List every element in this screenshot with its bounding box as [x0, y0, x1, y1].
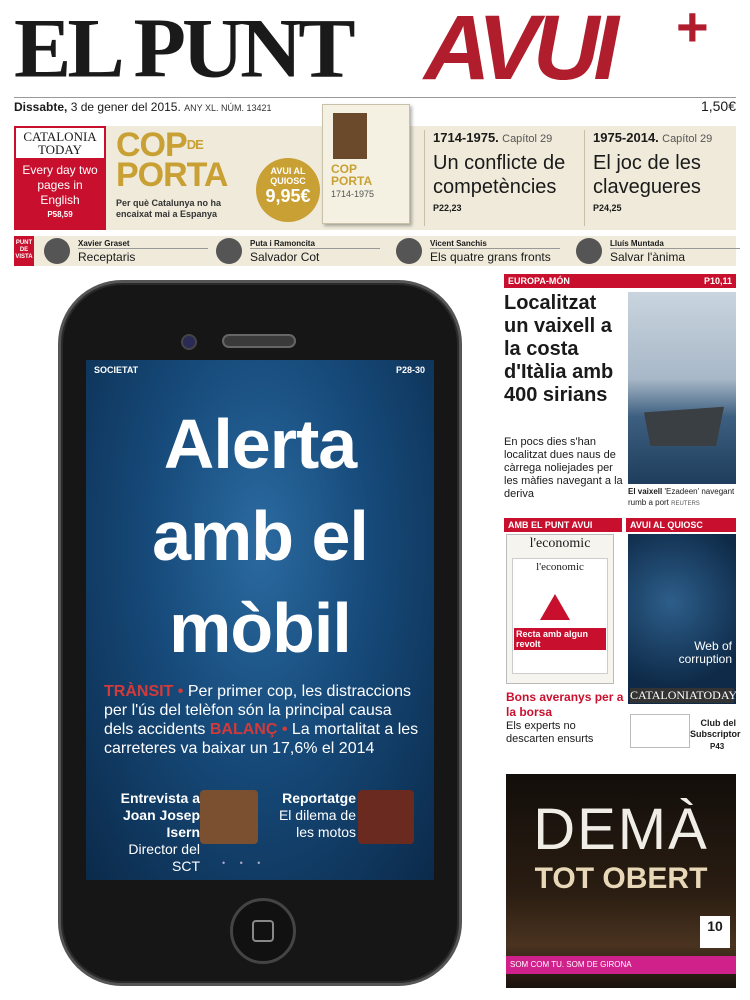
photo-credit: REUTERS	[671, 501, 700, 507]
cop-porta-title[interactable]	[116, 126, 228, 194]
badge-price: 9,95€	[265, 186, 311, 206]
chapter-title: El joc de les clavegueres	[593, 152, 701, 198]
de-word: DE	[186, 137, 203, 152]
catalonia-today-logo	[16, 128, 104, 158]
ad-subheadline: TOT OBERT	[534, 862, 708, 895]
home-square-icon	[252, 920, 274, 942]
dateline-date: 3 de gener del 2015.	[70, 100, 181, 114]
book-title-cop: COP	[331, 162, 358, 176]
porta-word: PORTA	[116, 156, 228, 194]
report-title: El dilema de les motos	[278, 807, 356, 840]
subscriber-card	[630, 714, 690, 748]
main-story-lead	[104, 682, 424, 758]
page-indicator-dots: • • •	[222, 858, 267, 868]
chapter-pages: P24,25	[593, 203, 622, 213]
chapter-promo-1[interactable]	[424, 130, 570, 226]
columnist-title: Els quatre grans fronts	[430, 250, 551, 264]
economic-inner-logo: l'economic	[536, 561, 584, 573]
europa-headline[interactable]: Localitzat un vaixell a la costa d'Itàlia amb 400 sirians	[504, 292, 614, 406]
main-story-pages: P28-30	[396, 365, 426, 375]
columnist-name: Lluís Muntada	[610, 239, 740, 249]
dateline-issue: ANY XL. NÚM. 13421	[184, 103, 272, 113]
columnist-name: Xavier Graset	[78, 239, 208, 249]
phone-camera-icon	[181, 334, 197, 350]
badge-line: AVUI AL QUIOSC	[270, 166, 306, 186]
punt-de-vista-label: PUNT DE VISTA	[14, 236, 34, 266]
ship-caption	[628, 486, 736, 510]
cop-porta-subtitle: Per què Catalunya no ha encaixat mai a Espanya	[116, 198, 222, 219]
cover-text: Web of corruption	[678, 639, 732, 666]
columnist-1[interactable]	[44, 238, 209, 264]
lead-keyword-1: TRÀNSIT •	[104, 683, 184, 700]
headline-line-2: amb el	[152, 497, 368, 575]
catalonia-today-cover[interactable]	[628, 534, 736, 704]
avatar	[396, 238, 422, 264]
masthead-el-punt: EL PUNT	[14, 0, 352, 96]
avatar	[44, 238, 70, 264]
chapter-period: 1714-1975.	[433, 130, 499, 145]
avatar	[216, 238, 242, 264]
chapter-promo-2[interactable]	[584, 130, 730, 226]
interview-photo	[200, 790, 258, 844]
report-photo	[358, 790, 414, 844]
section-label: EUROPA-MÓN	[508, 276, 570, 286]
club-pages: P43	[710, 742, 725, 751]
columnist-title: Receptaris	[78, 250, 136, 264]
masthead-plus: +	[676, 0, 709, 58]
economic-logo: l'economic	[529, 536, 591, 551]
cop-word: COP	[116, 126, 187, 164]
economic-subtext: Els experts no descarten ensurts	[506, 720, 594, 745]
caption-text: 'Ezadeen' navegant rumb a port	[628, 487, 735, 507]
lead-text-1: Per primer cop, les distraccions per l'ús del telèfon són la principal causa dels accidents	[104, 683, 412, 738]
catalonia-today-text: Every day two pages in English	[22, 163, 98, 207]
amb-el-punt-section-bar: AMB EL PUNT AVUI	[504, 518, 622, 532]
main-story-section: SOCIETAT	[94, 365, 139, 375]
headline-line-1: Alerta	[163, 405, 357, 483]
ad-anniversary-badge: 10	[700, 916, 730, 948]
columnist-title: Salvar l'ànima	[610, 250, 685, 264]
chapter-period: 1975-2014.	[593, 130, 659, 145]
catalonia-today-name2: TODAY	[37, 142, 83, 157]
economic-headline[interactable]: Bons averanys per a la borsa	[506, 690, 624, 719]
columnist-title: Salvador Cot	[250, 250, 320, 264]
interview-role: Director del SCT	[128, 841, 200, 874]
chapter-number: Capítol 29	[502, 133, 553, 145]
report-teaser[interactable]	[270, 790, 356, 841]
interview-label: Entrevista a	[120, 790, 200, 806]
columnist-name: Vicent Sanchis	[430, 239, 560, 249]
dateline-day: Dissabte,	[14, 100, 68, 114]
catalonia-today-promo[interactable]	[14, 126, 106, 230]
phone-speaker-icon	[222, 334, 296, 348]
catalonia-today-page: P58,59	[47, 210, 73, 219]
book-door-image	[333, 113, 367, 159]
avui-al-quiosc-section-bar: AVUI AL QUIOSC	[626, 518, 736, 532]
lead-text-2: La mortalitat a les carreteres va baixar un 17,6% el 2014	[104, 721, 419, 757]
europa-text: En pocs dies s'han localitzat dues naus de càrrega noliejades per les màfies navegant a la deriva	[504, 436, 623, 500]
book-title	[331, 163, 372, 187]
masthead-avui: AVUI	[424, 0, 613, 99]
cover-price: 1,50€	[700, 98, 736, 114]
chapter-title: Un conflicte de competències	[433, 152, 566, 198]
section-pages: P10,11	[703, 276, 732, 286]
report-label: Reportatge	[282, 790, 356, 806]
club-subscriptor[interactable]: Club del Subscriptor	[690, 718, 741, 739]
chapter-pages: P22,23	[433, 203, 462, 213]
caption-bold: El vaixell	[628, 487, 663, 496]
columnist-4[interactable]	[576, 238, 741, 264]
chapter-number: Capítol 29	[662, 133, 713, 145]
ad-headline: DEMÀ	[533, 797, 709, 862]
price-badge	[256, 158, 320, 222]
interview-teaser[interactable]	[104, 790, 200, 875]
interview-name: Joan Josep Isern	[122, 807, 200, 840]
ad-slogan-strip: SOM COM TU. SOM DE GIRONA	[506, 956, 736, 974]
headline-line-3: mòbil	[169, 589, 351, 667]
book-years: 1714-1975	[331, 189, 375, 199]
avatar	[576, 238, 602, 264]
catalonia-today-name1: CATALONIA	[23, 129, 97, 144]
catalonia-today-brand: CATALONIATODAY	[630, 688, 738, 702]
ship-photo	[628, 292, 736, 484]
book-title-porta: PORTA	[331, 174, 373, 188]
lead-keyword-2: BALANÇ •	[209, 721, 288, 738]
economic-inner-headline: Recta amb algun revolt	[514, 628, 606, 650]
book-cover[interactable]	[322, 104, 410, 224]
columnist-3[interactable]	[396, 238, 561, 264]
europa-mon-section-bar	[504, 274, 736, 288]
main-headline[interactable]	[90, 398, 430, 674]
columnist-2[interactable]	[216, 238, 381, 264]
columnist-name: Puta i Ramoncita	[250, 239, 380, 249]
